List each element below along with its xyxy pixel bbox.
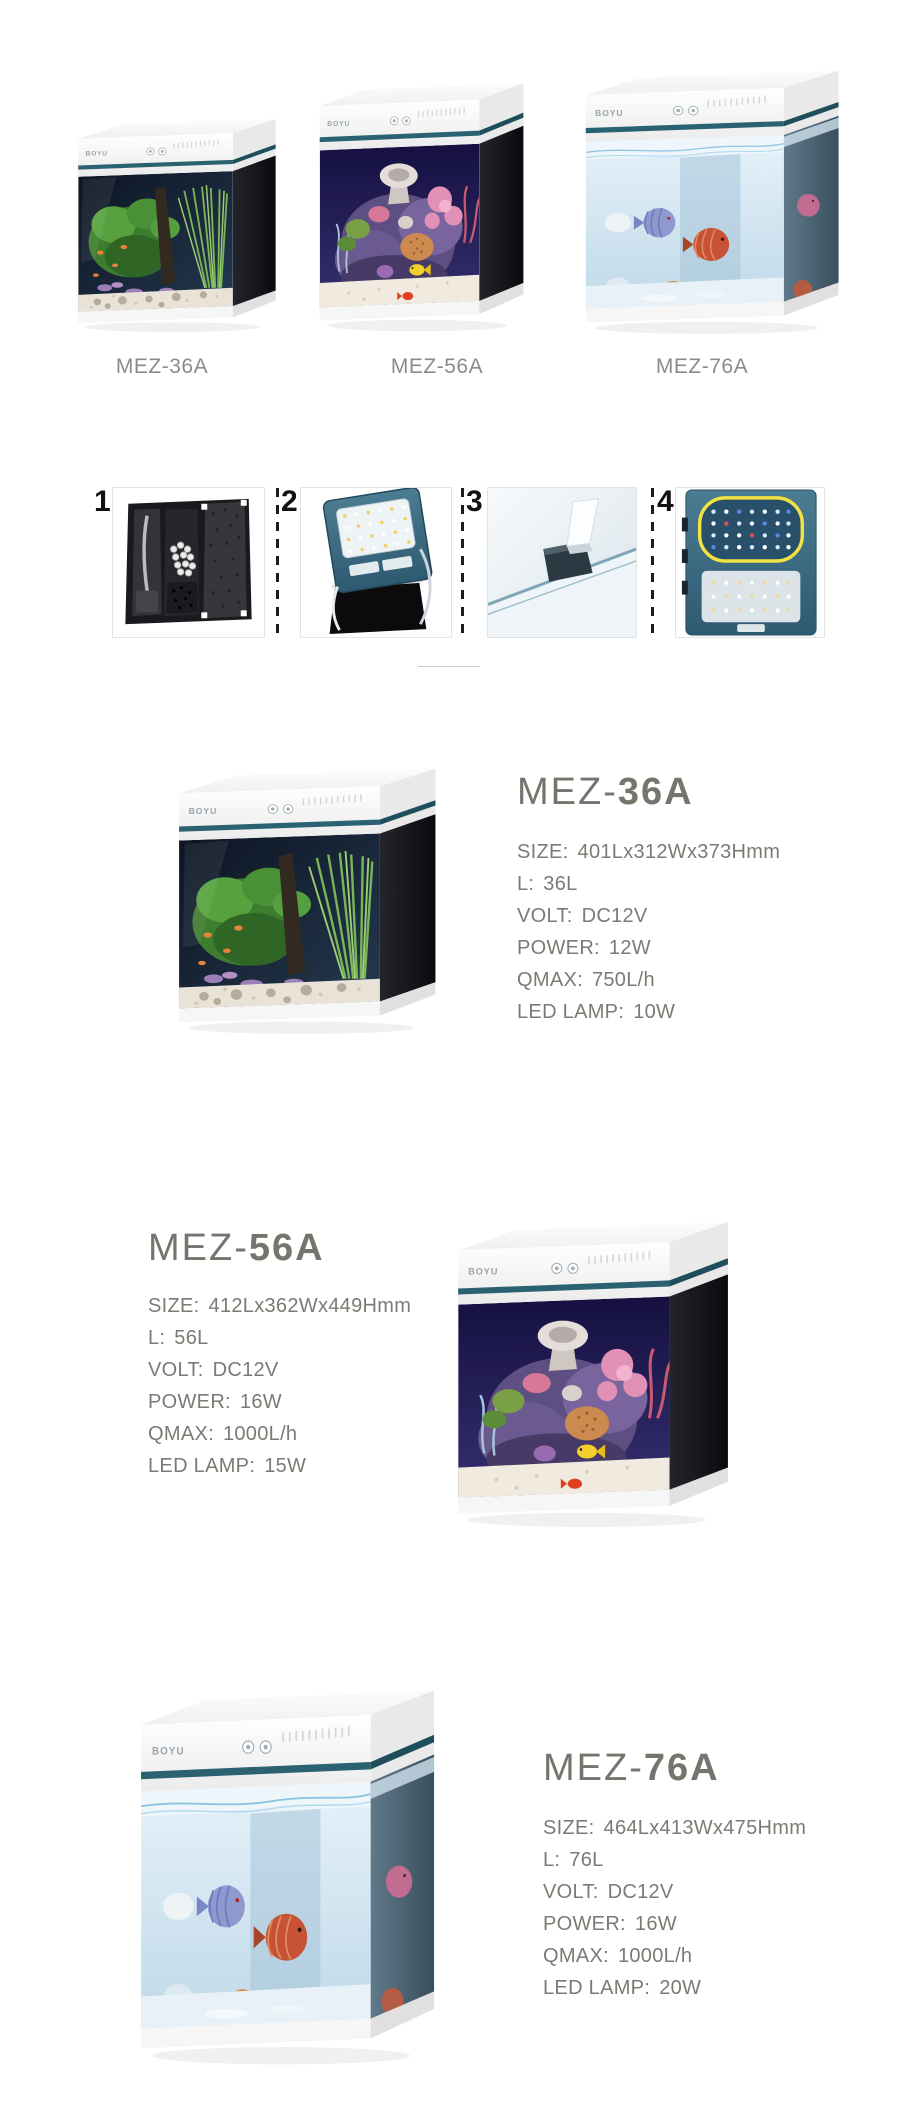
- spec-list-mez-76a: [543, 1812, 806, 2004]
- discus-aquarium-illustration: [117, 1678, 445, 2073]
- spec-row-power: [517, 932, 780, 964]
- spec-value: 20W: [659, 1977, 702, 1999]
- planted-aquarium-illustration: [62, 112, 283, 337]
- feature-gallery-section: [0, 480, 900, 650]
- led-lamp-panel-illustration: [676, 488, 824, 637]
- feature-image-led-lamp-panel: [675, 487, 825, 638]
- spec-list-mez-56a: [148, 1290, 411, 1482]
- brand-logo: BOYU: [468, 1266, 499, 1277]
- led-light-lid-illustration: [301, 488, 451, 637]
- product-title-prefix: MEZ-: [148, 1227, 249, 1269]
- spec-row-size: [148, 1290, 411, 1322]
- spec-row-power: [148, 1386, 411, 1418]
- spec-label: SIZE:: [543, 1817, 595, 1839]
- aquarium-image-mez-36a: [62, 112, 283, 337]
- spec-value: 750L/h: [591, 969, 655, 991]
- feature-image-feeding-hatch: [487, 487, 637, 638]
- product-title-prefix: MEZ-: [543, 1747, 644, 1789]
- product-title-bold: 36A: [617, 771, 694, 813]
- feature-separator-2: [461, 488, 464, 638]
- reef-aquarium-illustration: [436, 1212, 738, 1534]
- spec-label: POWER:: [517, 937, 600, 959]
- spec-value: DC12V: [581, 905, 648, 927]
- feature-number-1: 1: [94, 485, 111, 518]
- spec-value: 76L: [569, 1849, 604, 1871]
- spec-row-qmax: [543, 1940, 806, 1972]
- spec-row-power: [543, 1908, 806, 1940]
- product-title-mez-76a: [543, 1748, 720, 1790]
- spec-label: VOLT:: [543, 1881, 599, 1903]
- spec-label: SIZE:: [517, 841, 569, 863]
- spec-label: L:: [543, 1849, 561, 1871]
- spec-value: 16W: [634, 1913, 677, 1935]
- spec-row-qmax: [517, 964, 780, 996]
- product-photo-mez-36a: [158, 760, 445, 1040]
- section-divider: [418, 666, 480, 667]
- aquarium-image-mez-56a: [303, 75, 531, 337]
- product-section-mez-56a: [0, 1160, 900, 1580]
- product-photo-mez-76a: [117, 1678, 445, 2073]
- spec-label: L:: [148, 1327, 166, 1349]
- spec-value: 56L: [174, 1327, 209, 1349]
- planted-aquarium-illustration: [158, 760, 445, 1040]
- model-label-mez-36a: MEZ-36A: [115, 355, 209, 378]
- product-title-mez-56a: [148, 1228, 325, 1270]
- brand-logo: BOYU: [595, 109, 624, 118]
- product-title-bold: 76A: [643, 1747, 720, 1789]
- feature-number-2: 2: [281, 485, 298, 518]
- spec-row-qmax: [148, 1418, 411, 1450]
- spec-label: LED LAMP:: [543, 1977, 651, 1999]
- spec-label: L:: [517, 873, 535, 895]
- spec-row-led-lamp: [148, 1450, 411, 1482]
- model-label-mez-76a: MEZ-76A: [655, 355, 749, 378]
- brand-logo: BOYU: [327, 119, 351, 128]
- spec-label: VOLT:: [517, 905, 573, 927]
- reef-aquarium-illustration: [303, 75, 531, 337]
- product-section-mez-76a: [0, 1640, 900, 2105]
- feature-image-filter-system: [112, 487, 265, 638]
- spec-label: LED LAMP:: [517, 1001, 625, 1023]
- feature-separator-3: [651, 488, 654, 638]
- spec-row-liters: [543, 1844, 806, 1876]
- feature-image-led-light-lid: [300, 487, 452, 638]
- discus-aquarium-illustration: [565, 62, 848, 340]
- spec-value: 12W: [608, 937, 651, 959]
- filter-system-illustration: [113, 488, 264, 637]
- feature-number-3: 3: [466, 485, 483, 518]
- product-title-bold: 56A: [248, 1227, 325, 1269]
- spec-value: DC12V: [212, 1359, 279, 1381]
- spec-row-led-lamp: [517, 996, 780, 1028]
- spec-value: 412Lx362Wx449Hmm: [208, 1295, 412, 1317]
- model-lineup-section: [0, 0, 900, 420]
- spec-row-volt: [543, 1876, 806, 1908]
- spec-label: LED LAMP:: [148, 1455, 256, 1477]
- aquarium-image-mez-76a: [565, 62, 848, 340]
- spec-label: POWER:: [148, 1391, 231, 1413]
- spec-value: 36L: [543, 873, 578, 895]
- spec-value: 464Lx413Wx475Hmm: [603, 1817, 807, 1839]
- spec-label: QMAX:: [517, 969, 583, 991]
- product-title-prefix: MEZ-: [517, 771, 618, 813]
- spec-label: POWER:: [543, 1913, 626, 1935]
- spec-value: 401Lx312Wx373Hmm: [577, 841, 781, 863]
- spec-value: 15W: [264, 1455, 307, 1477]
- spec-value: DC12V: [607, 1881, 674, 1903]
- spec-value: 1000L/h: [222, 1423, 298, 1445]
- spec-value: 10W: [633, 1001, 676, 1023]
- spec-row-volt: [148, 1354, 411, 1386]
- brand-logo: BOYU: [85, 150, 108, 158]
- brand-logo: BOYU: [188, 807, 218, 817]
- spec-value: 1000L/h: [617, 1945, 693, 1967]
- spec-label: QMAX:: [543, 1945, 609, 1967]
- spec-label: VOLT:: [148, 1359, 204, 1381]
- spec-row-liters: [148, 1322, 411, 1354]
- product-title-mez-36a: [517, 772, 694, 814]
- spec-label: SIZE:: [148, 1295, 200, 1317]
- spec-value: 16W: [239, 1391, 282, 1413]
- spec-row-size: [517, 836, 780, 868]
- feature-number-4: 4: [657, 485, 674, 518]
- spec-row-liters: [517, 868, 780, 900]
- spec-label: QMAX:: [148, 1423, 214, 1445]
- product-section-mez-36a: [0, 700, 900, 1100]
- feeding-hatch-illustration: [488, 488, 636, 637]
- spec-row-led-lamp: [543, 1972, 806, 2004]
- spec-row-volt: [517, 900, 780, 932]
- feature-separator-1: [276, 488, 279, 638]
- brand-logo: BOYU: [151, 1746, 185, 1758]
- model-label-mez-56a: MEZ-56A: [390, 355, 484, 378]
- spec-row-size: [543, 1812, 806, 1844]
- product-photo-mez-56a: [436, 1212, 738, 1534]
- spec-list-mez-36a: [517, 836, 780, 1028]
